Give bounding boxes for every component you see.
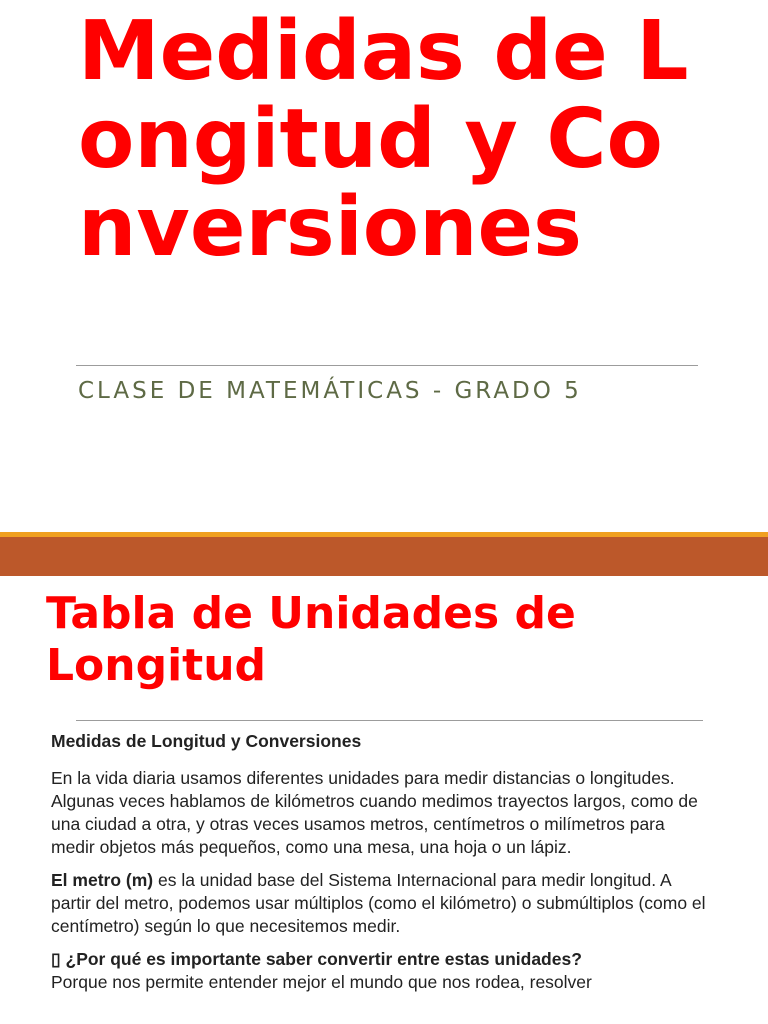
slide-subtitle: CLASE DE MATEMÁTICAS - GRADO 5 [78, 378, 582, 404]
slide-title-heading: Medidas de Longitud y Conversiones [78, 4, 689, 275]
content-body [51, 730, 711, 1004]
answer-line: Porque nos permite entender mejor el mundo que nos rodea, resolver [51, 972, 592, 992]
content-heading: Medidas de Longitud y Conversiones [51, 731, 362, 751]
metro-description: es la unidad base del Sistema Internacional para medir longitud. A partir del metro, podemos usar múltiplos (como el kilómetro) o submúltiplos (como el centímetro) según lo que necesitemos medir. [51, 870, 706, 936]
slide-content [0, 576, 768, 1024]
content-divider [76, 720, 703, 721]
question-icon: ▯ [51, 949, 61, 969]
paragraph-metro [51, 869, 711, 938]
metro-term: El metro (m) [51, 870, 154, 890]
slide-separator-band [0, 537, 768, 576]
content-slide-title: Tabla de Unidades de Longitud [46, 588, 576, 691]
question-line [51, 948, 711, 971]
question-text: ¿Por qué es importante saber convertir entre estas unidades? [60, 949, 582, 969]
paragraph-intro: En la vida diaria usamos diferentes unidades para medir distancias o longitudes. Algunas veces hablamos de kilómetros cuando medimos trayectos largos, como de una ciudad a otra, y otras veces usamos metros, centímetros o milímetros para medir objetos más pequeños, como una mesa, una hoja o un lápiz. [51, 768, 698, 857]
title-divider [76, 365, 698, 366]
